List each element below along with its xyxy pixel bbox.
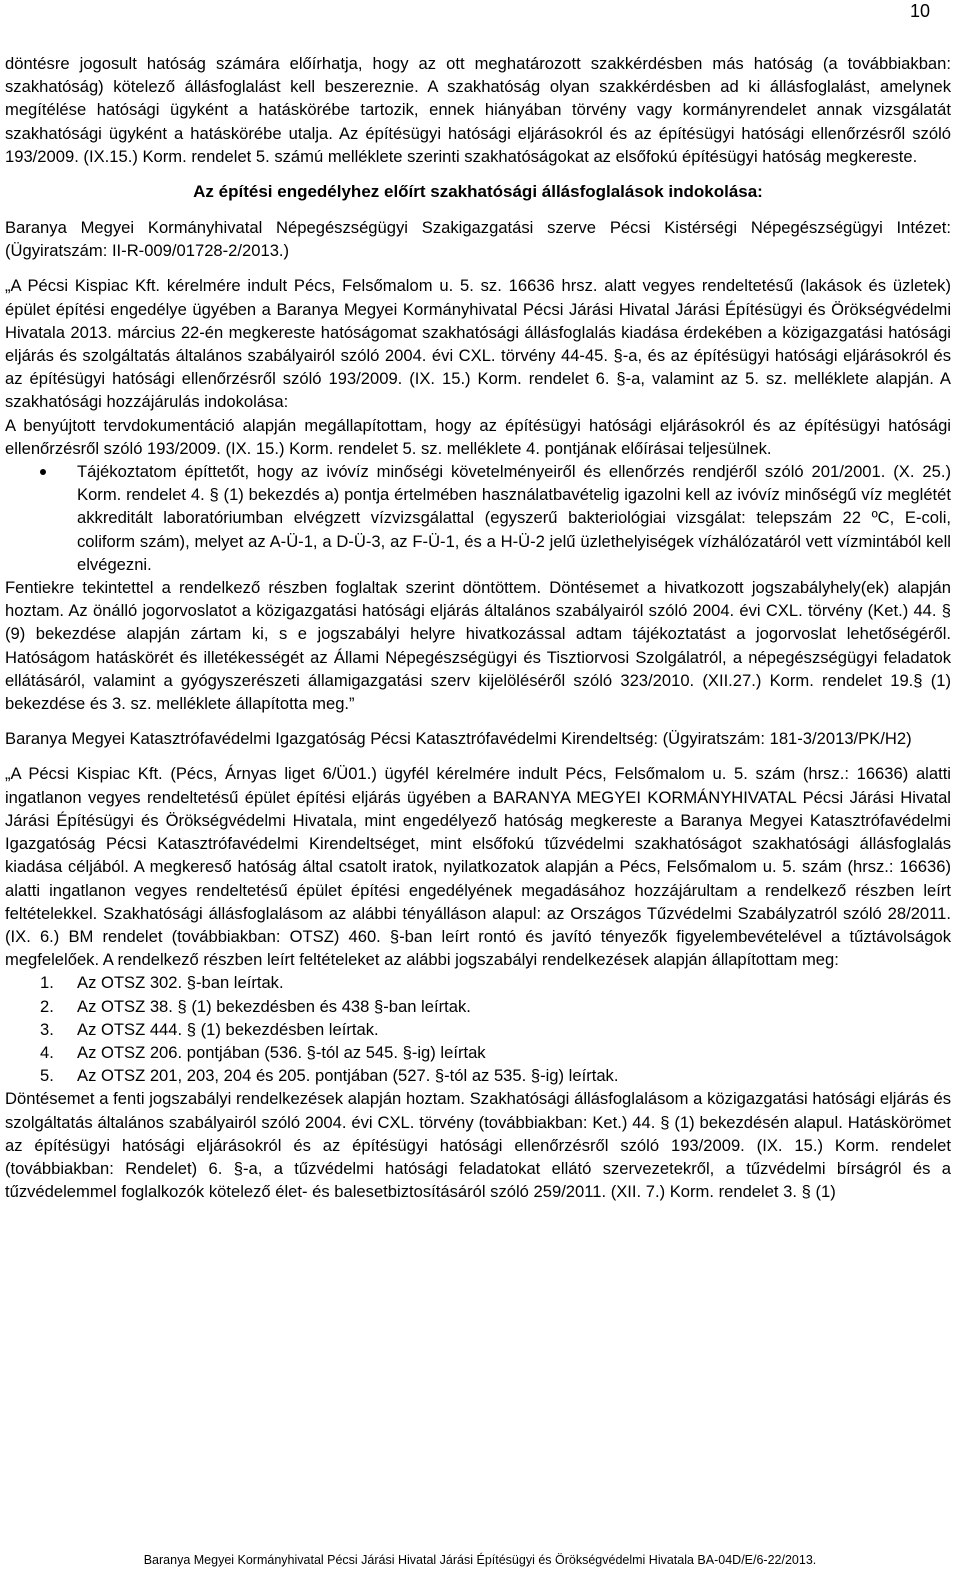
- page-number: 10: [909, 1, 930, 21]
- list-item: [5, 460, 951, 576]
- paragraph-intro: döntésre jogosult hatóság számára előírhatja, hogy az ott meghatározott szakkérdésben más hatóság (a továbbiakban: szakhatóság) kötelező állásfoglalást kell beszereznie. A szakhatóság olyan szakkérdésben ad ki állásfoglalást, amelynek megítélése hatósági ügyként a hatáskörébe tartozik, ennek hiányában törvény vagy kormányrendelet annak vizsgálatát szakhatósági ügyként a hatáskörébe utalja. Az építésügyi hatósági eljárásokról és az építésügyi hatósági ellenőrzésről szóló 193/2009. (IX.15.) Korm. rendelet 5. számú melléklete szerinti szakhatóságokat az elsőfokú építésügyi hatóság megkereste.: [5, 54, 951, 166]
- bullet-icon: [40, 469, 46, 475]
- paragraph-finding: A benyújtott tervdokumentáció alapján megállapítottam, hogy az építésügyi hatósági eljárásokról és az építésügyi hatósági ellenőrzésről szóló 193/2009. (IX. 15.) Korm. rendelet 5. sz. melléklete 4. pontjának előírásai teljesülnek.: [5, 415, 951, 458]
- list-item: [5, 995, 951, 1018]
- bullet-text: Tájékoztatom építtetőt, hogy az ivóvíz minőségi követelményeiről és ellenőrzés rendjéről szóló 201/2001. (X. 25.) Korm. rendelet 4. § (1) bekezdés a) pontja értelmében használatbavételig igazolni kell az ivóvíz minőségű víz meglétét akkreditált laboratóriumban elvégzett vízvizsgálattal (egyszerű bakteriológiai vizsgálat: telepszám 22 ºC, E-coli, coliform szám), melyet az A-Ü-1, a D-Ü-3, az F-Ü-1, és a H-Ü-2 jelű üzlethelyiségek vízhálózatáról vett vízmintából kell elvégezni.: [77, 462, 951, 574]
- document-body: [5, 52, 951, 1203]
- list-text: Az OTSZ 38. § (1) bekezdésben és 438 §-ban leírtak.: [77, 996, 471, 1016]
- list-item: [5, 971, 951, 994]
- paragraph-authority-2: Baranya Megyei Katasztrófavédelmi Igazgatóság Pécsi Katasztrófavédelmi Kirendeltség: (Ügyiratszám: 181-3/2013/PK/H2): [5, 729, 912, 749]
- list-item: [5, 1064, 951, 1087]
- list-number: 1.: [40, 973, 54, 993]
- paragraph-quote-2: „A Pécsi Kispiac Kft. (Pécs, Árnyas liget 6/Ü01.) ügyfél kérelmére indult Pécs, Felsőmalom u. 5. szám (hrsz.: 16636) alatti ingatlanon vegyes rendeltetésű épület építési eljárás ügyében a BARANYA MEGYEI KORMÁNYHIVATAL Pécsi Járási Hivatal Járási Építésügyi és Örökségvédelmi Hivatala, mint engedélyező hatóság megkereste a Baranya Megyei Katasztrófavédelmi Igazgatóság Pécsi Katasztrófavédelmi Kirendeltséget, mint elsőfokú tűzvédelmi szakhatóságot szakhatósági állásfoglalás kiadása céljából. A megkereső hatóság által csatolt iratok, nyilatkozatok alapján a Pécs, Felsőmalom u. 5. szám (hrsz.: 16636) alatti ingatlanon vegyes rendeltetésű épület építési engedélyének megadásához hozzájárultam a rendelkező részben leírt feltételekkel. Szakhatósági állásfoglalásom az alábbi tényálláson alapul: az Országos Tűzvédelmi Szabályzatról szóló 28/2011. (IX. 6.) BM rendelet (továbbiakban: OTSZ) 460. §-ban leírt rontó és javító tényezők figyelembevételével a tűztávolságok megfelelőek. A rendelkező részben leírt feltételeket az alábbi jogszabályi rendelkezések alapján állapítottam meg:: [5, 764, 951, 970]
- paragraph-quote-1: „A Pécsi Kispiac Kft. kérelmére indult Pécs, Felsőmalom u. 5. sz. 16636 hrsz. alatt vegyes rendeltetésű (lakások és üzletek) épület építési engedélye ügyében a Baranya Megyei Kormányhivatal Pécsi Járási Hivatal Járási Építésügyi és Örökségvédelmi Hivatala 2013. március 22-én megkereste hatóságomat szakhatósági állásfoglalás kiadása érdekében a közigazgatási hatósági eljárás és szolgáltatás általános szabályairól szóló 2004. évi CXL. törvény 44-45. §-a, és az építésügyi hatósági eljárásokról és az építésügyi hatósági ellenőrzésről szóló 193/2009. (IX. 15.) Korm. rendelet 6. §-a, valamint az 5. sz. melléklete alapján. A szakhatósági hozzájárulás indokolása:: [5, 276, 951, 412]
- page-footer: Baranya Megyei Kormányhivatal Pécsi Járási Hivatal Járási Építésügyi és Örökségvédelmi Hivatala BA-04D/E/6-22/2013.: [143, 1553, 817, 1567]
- list-text: Az OTSZ 206. pontjában (536. §-tól az 545. §-ig) leírtak: [77, 1042, 486, 1062]
- list-text: Az OTSZ 444. § (1) bekezdésben leírtak.: [77, 1019, 379, 1039]
- paragraph-decision-1: Fentiekre tekintettel a rendelkező részben foglaltak szerint döntöttem. Döntésemet a hivatkozott jogszabályhely(ek) alapján hoztam. Az önálló jogorvoslatot a közigazgatási hatósági eljárás általános szabályairól szóló 2004. évi CXL. törvény (Ket.) 44. § (9) bekezdése alapján zártam ki, s e jogszabályi helyre hivatkozással adtam tájékoztatást a jogorvoslat lehetőségéről. Hatóságom hatáskörét és illetékességét az Állami Népegészségügyi és Tisztiorvosi Szolgálatról, a népegészségügyi feladatok ellátásáról, valamint a gyógyszerészeti államigazgatási szerv kijelöléséről szóló 323/2010. (XII.27.) Korm. rendelet 19.§ (1) bekezdése és 3. sz. melléklete állapította meg.”: [5, 578, 951, 714]
- list-number: 5.: [40, 1066, 54, 1086]
- numbered-list: [5, 971, 951, 1087]
- list-item: [5, 1018, 951, 1041]
- list-text: Az OTSZ 302. §-ban leírtak.: [77, 973, 284, 993]
- list-number: 3.: [40, 1019, 54, 1039]
- list-number: 4.: [40, 1042, 54, 1062]
- list-number: 2.: [40, 996, 54, 1016]
- paragraph-decision-2: Döntésemet a fenti jogszabályi rendelkezések alapján hoztam. Szakhatósági állásfoglalásom a közigazgatási hatósági eljárás és szolgáltatás általános szabályairól szóló 2004. évi CXL. törvény (továbbiakban: Ket.) 44. § (1) bekezdésén alapul. Hatáskörömet az építésügyi hatósági eljárásokról és az építésügyi hatósági ellenőrzésről szóló 193/2009. (IX. 15.) Korm. rendelet (továbbiakban: Rendelet) 6. §-a, a tűzvédelmi hatósági feladatokat ellátó szervezetekről, a tűzvédelmi bírságról és a tűzvédelemmel foglalkozók kötelező élet- és balesetbiztosításáról szóló 259/2011. (XII. 7.) Korm. rendelet 3. § (1): [5, 1089, 951, 1202]
- paragraph-authority-1: Baranya Megyei Kormányhivatal Népegészségügyi Szakigazgatási szerve Pécsi Kistérségi Népegészségügyi Intézet: (Ügyiratszám: II-R-009/01728-2/2013.): [5, 218, 951, 261]
- section-heading: Az építési engedélyhez előírt szakhatósági állásfoglalások indokolása:: [193, 182, 763, 202]
- list-item: [5, 1041, 951, 1064]
- list-text: Az OTSZ 201, 203, 204 és 205. pontjában (527. §-tól az 535. §-ig) leírtak.: [77, 1066, 619, 1086]
- bullet-list: [5, 460, 951, 576]
